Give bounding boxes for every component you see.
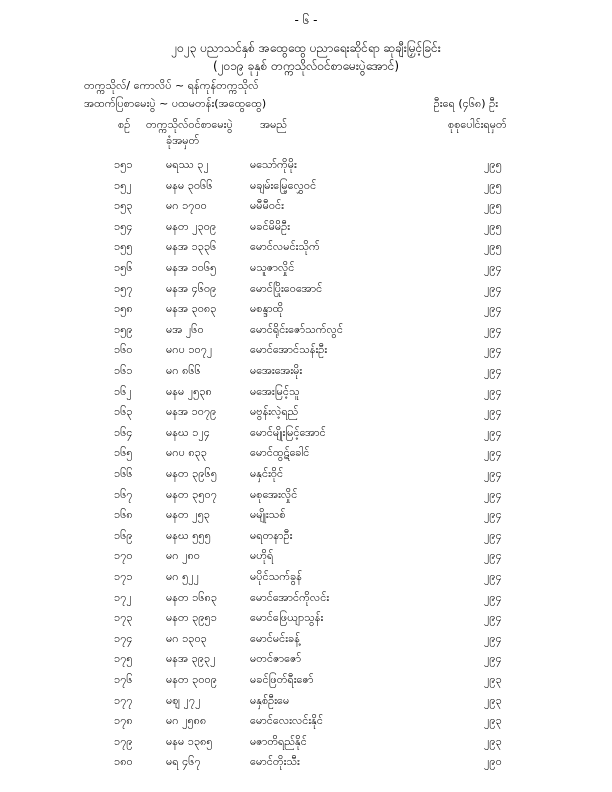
student-name: မဗွန်းလဲ့ရည် [250,405,299,419]
total-marks: ၂၉၄ [484,302,502,316]
table-row [0,735,612,757]
total-marks: ၂၉၄ [484,631,502,645]
roll-number: မနအ ၁၀၆၅ [166,261,217,274]
student-count-label: ဦးရေ (၄၆၈) ဦး [433,97,498,110]
total-marks: ၂၉၄ [484,487,502,501]
total-marks: ၂၉၅ [484,240,502,254]
student-name: မချမ်းမြေ့လွှေဝင် [250,178,317,192]
table-row [0,467,612,489]
table-row [0,714,612,736]
row-number: ၁၇၀ [114,549,133,563]
row-number: ၁၈၀ [114,755,133,769]
total-marks: ၂၉၄ [484,322,502,336]
student-name: မတင်ဇာဇော် [250,652,302,666]
table-row [0,694,612,716]
roll-number: မနအ ၃၀၈၃ [166,302,217,316]
student-name: မသူဇာလှိုင် [250,261,295,274]
student-name: မနှင်းဝိုင် [250,467,284,480]
row-number: ၁၅၁ [114,158,133,171]
total-marks: ၂၉၅ [484,219,502,233]
roll-number: မနတ ၃၅၀၇ [166,487,217,501]
total-marks: ၂၉၄ [484,528,502,542]
table-row [0,199,612,221]
student-name: မပိုင်သက်ခွန် [250,570,302,583]
roll-number: မနတ ၃၉၅၁ [166,611,217,625]
student-name: မမီမီဝင်း [250,199,284,213]
table-row [0,591,612,613]
student-name: မခင်မိမိဦး [250,219,291,233]
row-number: ၁၆၂ [114,384,132,398]
table-row [0,673,612,695]
row-number: ၁၅၇ [114,281,133,295]
student-name: မဇာတိရည်နိုင် [250,734,307,748]
row-number: ၁၆၀ [114,343,133,357]
table-row [0,179,612,201]
table-row [0,158,612,180]
roll-number: မဂ ၁၇၀၀ [166,199,207,213]
row-number: ၁၆၅ [114,446,133,460]
student-name: မောင်အောင်ကိုလင်း [250,590,330,604]
table-row [0,405,612,427]
total-marks: ၂၉၄ [484,364,502,377]
total-marks: ၂၉၄ [484,281,502,295]
table-row [0,570,612,592]
roll-number: မနတ ၂၅၃ [166,508,210,522]
roll-number: မနအ ၃၉၃၂ [166,652,216,666]
roll-number: မဂ ၅၂၂ [166,570,200,583]
roll-number: မနအ ၁၃၃၆ [166,240,217,254]
student-name: မအေးအေးမိုး [250,364,303,377]
total-marks: ၂၉၅ [484,199,502,213]
roll-number: မနမ ၁၃၈၅ [166,734,213,748]
total-marks: ၂၉၀ [484,755,502,769]
roll-number: မနတ ၃၀၀၉ [166,673,217,686]
row-number: ၁၅၄ [114,219,133,233]
total-marks: ၂၉၄ [484,590,502,604]
table-row [0,343,612,365]
roll-number: မရဿ ၃၂ [166,158,209,171]
student-name: မောင်လမင်းသိုက် [250,240,320,254]
university-label: တက္ကသိုလ်/ ကောလိပ် ~ ရန်ကုန်တက္ကသိုလ် [84,79,259,92]
student-name: မောင်ရိုင်းဇော်သက်လွင် [250,322,343,336]
column-header-name: အမည် [260,118,288,131]
total-marks: ၂၉၄ [484,405,502,419]
total-marks: ၂၉၅ [484,158,502,171]
student-name: မစန္ဒာထို [250,302,284,316]
total-marks: ၂၉၃ [484,673,502,686]
row-number: ၁၅၃ [114,199,133,213]
row-number: ၁၆၁ [114,364,133,377]
table-row [0,282,612,304]
table-row [0,220,612,242]
total-marks: ၂၉၅ [484,178,502,192]
row-number: ၁၇၃ [114,611,133,625]
total-marks: ၂၉၄ [484,549,502,563]
row-number: ၁၅၈ [114,302,133,316]
total-marks: ၂၉၄ [484,261,502,274]
row-number: ၁၆၈ [114,508,133,522]
exam-class-label: အထက်ပြစာမေးပွဲ ~ ပထမတန်း(အထွေထွေ) [84,97,267,110]
roll-number: မရ ၄၆၇ [166,755,201,769]
roll-number: မနမ ၃၀၆၆ [166,178,213,192]
student-name: မောင်မျိုးမြင့်အောင် [250,425,326,439]
row-number: ၁၇၂ [114,590,132,604]
table-row [0,261,612,283]
column-header-marks: စုစုပေါင်းရမှတ် [448,118,507,131]
row-number: ၁၇၅ [114,652,133,666]
total-marks: ၂၉၄ [484,467,502,480]
column-header-roll: တက္ကသိုလ်ဝင်စာမေးပွဲ [146,118,233,131]
row-number: ၁၇၁ [114,570,133,583]
table-row [0,549,612,571]
total-marks: ၂၉၄ [484,343,502,357]
row-number: ၁၆၉ [114,528,133,542]
student-name: မရတနာဦး [250,528,293,542]
row-number: ၁၅၂ [114,178,132,192]
total-marks: ၂၉၄ [484,508,502,522]
table-row [0,488,612,510]
student-name: မဟိုရ် [250,549,274,563]
roll-number: မနဃ ၁၂၄ [166,425,210,439]
row-number: ၁၆၃ [114,405,133,419]
row-number: ၁၇၆ [114,673,133,686]
student-name: မောင်အောင်သန်းဦး [250,343,328,357]
roll-number: မနအ ၁၀၇၉ [166,405,217,419]
table-row [0,302,612,324]
table-row [0,364,612,386]
student-name: မခင်ဖြတ်ရီးဇော် [250,673,314,686]
student-name: မောင်မင်းခန့် [250,631,300,645]
column-header-roll-line2: ခုံအမှတ် [166,134,200,147]
table-row [0,385,612,407]
roll-number: မဂပ ၁၀၇၂ [166,343,213,357]
student-name: မောင်တိုးသီး [250,755,300,769]
student-name: မောင်ဖြေယျာသွန်း [250,611,324,625]
table-row [0,755,612,777]
student-name: မသော်ကိုမိုး [250,158,297,171]
total-marks: ၂၉၄ [484,425,502,439]
table-row [0,446,612,468]
row-number: ၁၅၅ [114,240,133,254]
roll-number: မနတ ၃၉၆၅ [166,467,217,480]
table-row [0,652,612,674]
document-title: ၂၀၂၃ ပညာသင်နှစ် အထွေထွေ ပညာရေးဆိုင်ရာ ဆုချီးမြှင့်ခြင်း [171,41,441,55]
row-number: ၁၆၇ [114,487,133,501]
table-row [0,426,612,448]
total-marks: ၂၉၃ [484,714,502,728]
roll-number: မနမ ၂၅၃၈ [166,384,212,398]
total-marks: ၂၉၃ [484,734,502,748]
student-name: မစုအေးလှိုင် [250,487,298,501]
table-row [0,240,612,262]
student-name: မောင်လေးလင်းနိုင် [250,714,323,728]
row-number: ၁၆၆ [114,467,133,480]
student-name: မအေးမြင့်သူ [250,384,300,398]
student-name: မောင်ထွဋ်ခေါင် [250,446,310,460]
row-number: ၁၇၈ [114,714,133,728]
column-header-no: စဉ် [118,118,131,131]
row-number: ၁၇၇ [114,693,133,707]
roll-number: မဂပ ၈၃၃ [166,446,207,460]
student-name: မမျိုးသစ် [250,508,286,522]
roll-number: မဂ ၈၆၆ [166,364,201,377]
total-marks: ၂၉၃ [484,693,502,707]
table-row [0,632,612,654]
total-marks: ၂၉၄ [484,570,502,583]
roll-number: မနအ ၄၆၀၉ [166,281,217,295]
student-name: မောင်ပြိုးဝေအောင် [250,281,323,295]
document-subtitle: (၂၀၁၉ ခုနှစ် တက္ကသိုလ်ဝင်စာမေးပွဲအောင်) [212,59,400,73]
total-marks: ၂၉၄ [484,611,502,625]
student-name: မနှစ်ဦးမေ [250,693,290,707]
row-number: ၁၆၄ [114,425,133,439]
roll-number: မနဃ ၅၅၅ [166,528,211,542]
total-marks: ၂၉၄ [484,384,502,398]
roll-number: မဂ ၁၃၀၃ [166,631,207,645]
total-marks: ၂၉၄ [484,446,502,460]
row-number: ၁၅၆ [114,261,133,274]
roll-number: မဂ ၂၈၀ [166,549,200,563]
roll-number: မဈ ၂၇၂ [166,693,201,707]
roll-number: မအ ၂၆၀ [166,322,204,336]
page-number: - ၆ - [294,13,318,27]
roll-number: မနတ ၂၃၀၉ [166,219,217,233]
total-marks: ၂၉၄ [484,652,502,666]
table-row [0,323,612,345]
row-number: ၁၇၉ [114,734,133,748]
roll-number: မနတ ၁၆၈၃ [166,590,218,604]
roll-number: မဂ ၂၅၈၈ [166,714,207,728]
table-row [0,529,612,551]
table-row [0,508,612,530]
row-number: ၁၇၄ [114,631,133,645]
row-number: ၁၅၉ [114,322,133,336]
table-row [0,611,612,633]
